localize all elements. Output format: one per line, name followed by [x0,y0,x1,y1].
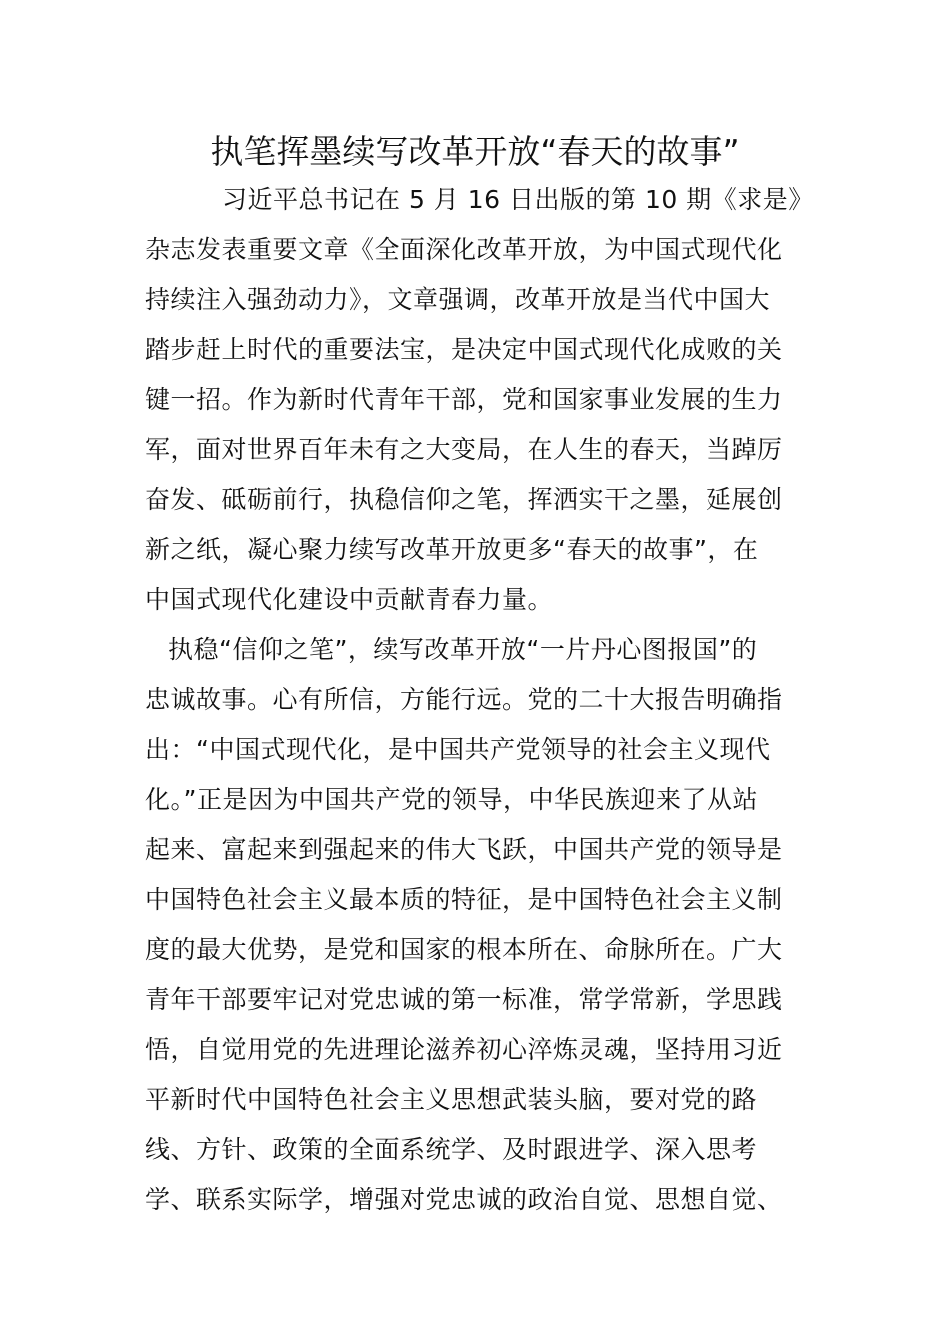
paragraph-line: 起来、富起来到强起来的伟大飞跃，中国共产党的领导是 [145,835,783,864]
paragraph-line: 青年干部要牢记对党忠诚的第一标准，常学常新，学思践 [145,985,783,1014]
paragraph-line: 持续注入强劲动力》，文章强调，改革开放是当代中国大 [145,285,771,314]
paragraph-line: 平新时代中国特色社会主义思想武装头脑，要对党的路 [145,1085,758,1114]
paragraph-line: 习近平总书记在 5 月 16 日出版的第 10 期《求是》 [222,185,814,214]
paragraph-line: 新之纸，凝心聚力续写改革开放更多“春天的故事”，在 [145,535,759,564]
paragraph-line: 军，面对世界百年未有之大变局，在人生的春天，当踔厉 [145,435,783,464]
document-title: 执笔挥墨续写改革开放“春天的故事” [210,132,740,171]
paragraph-line: 出：“中国式现代化，是中国共产党领导的社会主义现代 [145,735,771,764]
paragraph-line: 踏步赶上时代的重要法宝，是决定中国式现代化成败的关 [145,335,783,364]
paragraph-line: 中国特色社会主义最本质的特征，是中国特色社会主义制 [145,885,783,914]
paragraph-line: 奋发、砥砺前行，执稳信仰之笔，挥洒实干之墨，延展创 [145,485,783,514]
paragraph-line: 线、方针、政策的全面系统学、及时跟进学、深入思考 [145,1135,758,1164]
paragraph-line: 键一招。作为新时代青年干部，党和国家事业发展的生力 [145,385,783,414]
paragraph-line: 中国式现代化建设中贡献青春力量。 [145,585,554,614]
paragraph-line: 化。”正是因为中国共产党的领导，中华民族迎来了从站 [145,785,758,814]
paragraph-line: 度的最大优势，是党和国家的根本所在、命脉所在。广大 [145,935,783,964]
paragraph-line: 执稳“信仰之笔”，续写改革开放“一片丹心图报国”的 [168,635,758,664]
paragraph-line: 悟，自觉用党的先进理论滋养初心淬炼灵魂，坚持用习近 [145,1035,783,1064]
paragraph-line: 忠诚故事。心有所信，方能行远。党的二十大报告明确指 [145,685,783,714]
paragraph-line: 学、联系实际学，增强对党忠诚的政治自觉、思想自觉、 [145,1185,783,1214]
paragraph-line: 杂志发表重要文章《全面深化改革开放，为中国式现代化 [145,235,783,264]
